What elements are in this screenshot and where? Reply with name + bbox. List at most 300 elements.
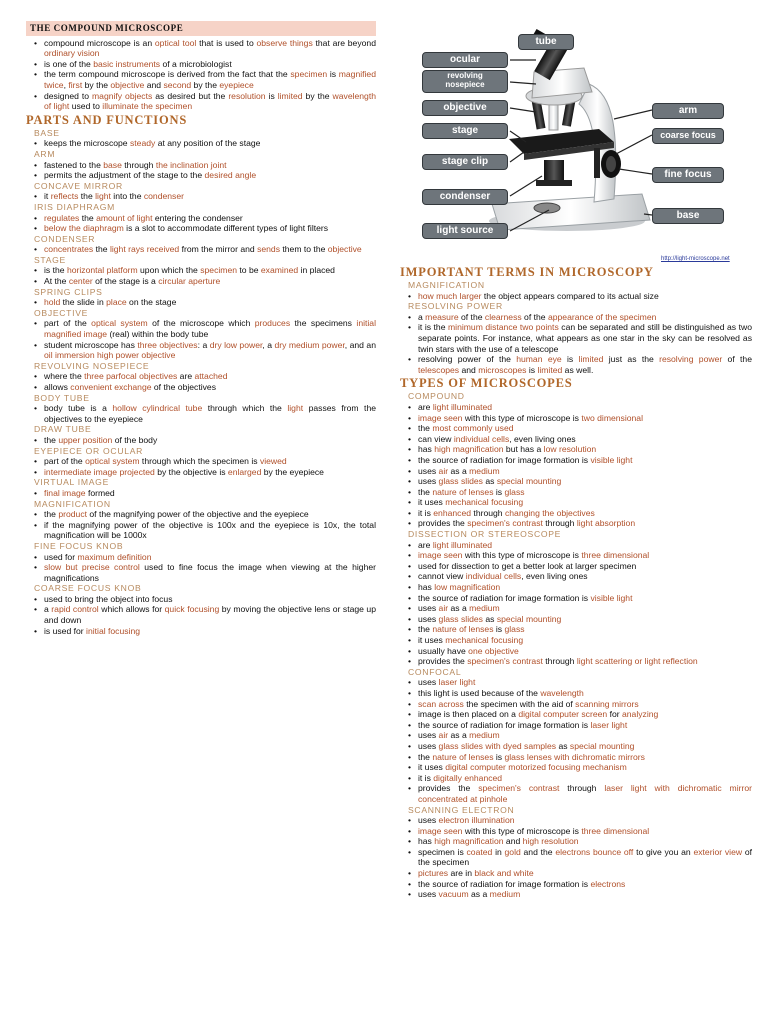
list-item [26, 626, 376, 637]
bullet-list [26, 435, 376, 446]
bullet-list [26, 138, 376, 149]
list-item [400, 593, 752, 604]
text-run: through which the [202, 403, 288, 414]
text-run: , [63, 79, 69, 90]
list-item [26, 594, 376, 605]
highlight-term: three dimensional [581, 825, 650, 836]
text-run: the object appears compared to its actual size [481, 290, 659, 301]
list-item [26, 509, 376, 520]
text-run: them to the [280, 244, 328, 255]
text-run: through [121, 159, 156, 170]
list-item [400, 889, 752, 900]
highlight-term: glass slides [438, 476, 483, 487]
subheading: CONDENSER [34, 233, 96, 244]
subheading: ARM [34, 148, 56, 159]
list-item [400, 434, 752, 445]
text-run: the source of radiation for image formation is [418, 878, 591, 889]
highlight-term: digitally enhanced [433, 772, 503, 783]
bullet-list [26, 371, 376, 392]
text-run: of the [722, 354, 752, 365]
highlight-term: electron illumination [438, 815, 515, 826]
label-objective: objective [422, 100, 508, 116]
subheading: REVOLVING NOSEPIECE [34, 360, 150, 371]
text-run: this light is used because of the [418, 687, 541, 698]
label-condenser: condenser [422, 189, 508, 205]
highlight-term: eyepiece [219, 79, 254, 90]
text-run: is the [44, 265, 67, 276]
highlight-term: slow but precise control [44, 562, 140, 573]
subheading: COARSE FOCUS KNOB [34, 583, 142, 594]
list-item [26, 382, 376, 393]
text-run: a [44, 604, 52, 615]
text-run: in [492, 846, 505, 857]
list-item [400, 423, 752, 434]
text-run: through [559, 783, 605, 794]
text-run: it is the [418, 322, 449, 333]
list-item [26, 91, 376, 112]
list-item [400, 646, 752, 657]
text-run: the specimens [290, 318, 357, 329]
highlight-term: special mounting [496, 476, 562, 487]
list-item [400, 550, 752, 561]
list-item [400, 730, 752, 741]
document-title: THE COMPOUND MICROSCOPE [26, 21, 376, 36]
bullet-list [26, 265, 376, 286]
highlight-term: special mounting [569, 740, 635, 751]
highlight-term: optical system [91, 318, 148, 329]
text-run: formed [85, 487, 115, 498]
text-run: compound microscope is an [44, 37, 155, 48]
highlight-term: examined [260, 265, 299, 276]
list-item [400, 540, 752, 551]
highlight-term: mechanical focusing [445, 497, 524, 508]
list-item [400, 815, 752, 826]
highlight-term: horizontal platform [66, 265, 138, 276]
highlight-term: enlarged [227, 466, 262, 477]
highlight-term: objective [327, 244, 362, 255]
text-run: the [44, 509, 59, 520]
highlight-term: laser light [438, 677, 476, 688]
highlight-term: image seen [418, 412, 463, 423]
bullet-list [26, 244, 376, 255]
bullet-list [26, 552, 376, 584]
list-item [400, 709, 752, 720]
subheading: FINE FOCUS KNOB [34, 540, 124, 551]
text-run: , even living ones [521, 571, 588, 582]
list-item [26, 520, 376, 541]
bullet-list [400, 291, 752, 302]
list-item [26, 276, 376, 287]
text-run: of the [458, 311, 485, 322]
text-run: the [418, 751, 433, 762]
highlight-term: specimen [290, 69, 328, 80]
subheading: EYEPIECE OR OCULAR [34, 445, 144, 456]
text-run: used for [44, 551, 78, 562]
text-run: has [418, 836, 435, 847]
text-run: for [607, 709, 622, 720]
highlight-term: three parfocal objectives [84, 371, 178, 382]
highlight-term: glass slides with dyed samples [438, 740, 557, 751]
text-run: is one of the [44, 58, 94, 69]
list-item [400, 466, 752, 477]
label-fine-focus: fine focus [652, 167, 724, 183]
bullet-list [26, 509, 376, 541]
text-run: as [482, 613, 497, 624]
list-item [26, 265, 376, 276]
text-run: : a [197, 339, 210, 350]
highlight-term: below the diaphragm [44, 223, 124, 234]
subheading: BASE [34, 127, 60, 138]
highlight-term: amount of light [96, 212, 153, 223]
list-item [400, 635, 752, 646]
highlight-term: convenient exchange [70, 382, 152, 392]
list-item [26, 223, 376, 234]
list-item [400, 476, 752, 487]
list-item [400, 656, 752, 667]
text-run: has [418, 444, 435, 455]
highlight-term: steady [129, 138, 156, 149]
list-item [26, 488, 376, 499]
text-run: as a [448, 730, 470, 741]
text-run: by the objective is [154, 466, 228, 477]
label-revolving-nosepiece: revolving nosepiece [422, 70, 508, 93]
list-item [400, 455, 752, 466]
highlight-term: light illuminated [432, 539, 493, 550]
highlight-term: appearance of the specimen [547, 311, 657, 322]
highlight-term: specimen's contrast [467, 518, 543, 529]
text-run: at any position of the stage [155, 138, 261, 149]
subheading: RESOLVING POWER [408, 301, 503, 312]
text-run: as a [448, 465, 470, 476]
highlight-term: scanning mirrors [575, 698, 639, 709]
section-heading: TYPES OF MICROSCOPES [400, 376, 573, 391]
list-item [26, 340, 376, 361]
list-item [26, 138, 376, 149]
highlight-term: minimum distance two points [448, 322, 559, 333]
left-column [26, 21, 376, 636]
highlight-term: final image [44, 487, 86, 498]
text-run: it [44, 191, 51, 202]
list-item [26, 69, 376, 90]
highlight-term: light rays received [109, 244, 180, 255]
highlight-term: medium [489, 889, 521, 900]
highlight-term: low magnification [434, 582, 501, 593]
subheading: CONCAVE MIRROR [34, 180, 123, 191]
list-item [400, 402, 752, 413]
subheading: COMPOUND [408, 391, 465, 402]
bullet-list [26, 318, 376, 360]
highlight-term: how much larger [418, 290, 482, 301]
text-run: can be separated and still be distinguished as two separate points. For instance, what appears as one star in the sky can be resolved as twin stars with the use of a telescope [418, 322, 752, 354]
bullet-list [26, 594, 376, 636]
highlight-term: base [103, 159, 122, 170]
highlight-term: hollow cylindrical tube [112, 403, 203, 414]
highlight-term: nature of lenses [432, 751, 494, 762]
text-run: by moving the objective lens or stage up and down [44, 604, 376, 626]
highlight-term: visible light [590, 592, 633, 603]
text-run: uses [418, 677, 439, 688]
text-run: as a [448, 603, 470, 614]
text-run: provides the [418, 783, 479, 794]
highlight-term: light illuminated [432, 401, 493, 412]
highlight-term: human eye [516, 354, 562, 365]
text-run: the specimen with the aid of [463, 698, 576, 709]
text-run: of the objectives [151, 382, 217, 392]
bullet-list [400, 540, 752, 667]
image-credit-link[interactable]: http://light-microscope.net [661, 256, 730, 262]
highlight-term: most commonly used [432, 423, 514, 434]
text-run: the term compound microscope is derived from the fact that the [44, 69, 291, 80]
text-run: the [418, 423, 433, 434]
subheading: SCANNING ELECTRON [408, 804, 515, 815]
text-run: just as the [603, 354, 660, 365]
text-run: through [542, 656, 577, 667]
highlight-term: resolving power [659, 354, 723, 365]
text-run: passes from the objectives to the eyepiece [44, 403, 376, 424]
highlight-term: high magnification [434, 444, 504, 455]
highlight-term: glass lenses with dichromatic mirrors [504, 751, 645, 762]
text-run: is [493, 486, 505, 497]
highlight-term: magnified twice [44, 69, 376, 90]
highlight-term: analyzing [622, 709, 659, 720]
list-item [26, 467, 376, 478]
text-run: of the microscope which [147, 318, 255, 329]
subheading: SPRING CLIPS [34, 286, 103, 297]
text-run: the [418, 486, 433, 497]
text-run: provides the [418, 656, 468, 667]
subheading: MAGNIFICATION [408, 280, 485, 290]
bullet-list [26, 160, 376, 181]
label-tube: tube [518, 34, 574, 50]
highlight-term: two dimensional [581, 412, 643, 423]
text-run: of the body [112, 434, 158, 445]
subheading: STAGE [34, 254, 66, 265]
text-run: are [177, 371, 195, 382]
text-run: student microscope has [44, 339, 138, 350]
text-run: as [482, 476, 497, 487]
text-run: is [265, 90, 278, 101]
list-item [400, 826, 752, 837]
list-item [400, 444, 752, 455]
list-item [400, 561, 752, 572]
text-run: through [542, 518, 577, 529]
highlight-term: vacuum [438, 889, 469, 900]
text-run: uses [418, 603, 439, 614]
text-run: that are beyond [312, 37, 376, 48]
text-run: of the magnifying power of the objective and the eyepiece [87, 509, 309, 520]
text-run: are in [448, 868, 475, 879]
subheading: MAGNIFICATION [34, 498, 111, 509]
highlight-term: concentrates [44, 244, 94, 255]
highlight-term: product [58, 509, 88, 520]
list-item [400, 868, 752, 879]
list-item [400, 688, 752, 699]
bullet-list [26, 213, 376, 234]
highlight-term: laser light with dichromatic mirror concentrated at pinhole [418, 783, 752, 804]
text-run: is a slot to accommodate different types of light filters [123, 223, 329, 234]
list-item [26, 456, 376, 467]
highlight-term: quick focusing [164, 604, 220, 615]
label-base: base [652, 208, 724, 224]
bullet-list [26, 488, 376, 499]
highlight-term: illuminate the specimen [102, 101, 193, 112]
text-run: uses [418, 613, 439, 624]
text-run: through which the specimen is [139, 456, 260, 467]
text-run: uses [418, 740, 439, 751]
list-item [400, 603, 752, 614]
highlight-term: rapid control [51, 604, 99, 615]
text-run: (real) within the body tube [107, 329, 209, 340]
text-run: with this type of microscope is [462, 550, 582, 561]
list-item [26, 297, 376, 308]
text-run: has [418, 582, 435, 593]
bullet-list [400, 402, 752, 529]
highlight-term: desired angle [204, 170, 257, 181]
highlight-term: initial focusing [86, 625, 141, 636]
text-run: is [561, 354, 579, 365]
highlight-term: circular aperture [158, 276, 221, 287]
list-item [26, 435, 376, 446]
text-run: by the [82, 79, 111, 90]
highlight-term: upper position [58, 434, 113, 445]
list-item [400, 624, 752, 635]
label-coarse-focus: coarse focus [652, 128, 724, 144]
list-item [400, 847, 752, 868]
text-run: from the mirror and [179, 244, 258, 255]
text-run: in placed [298, 265, 335, 276]
right-column [400, 264, 752, 900]
highlight-term: visible light [590, 454, 633, 465]
text-run: keeps the microscope [44, 138, 130, 149]
highlight-term: produces [254, 318, 291, 329]
highlight-term: wavelength of light [44, 90, 377, 112]
text-run: designed to [44, 90, 92, 101]
highlight-term: glass [504, 486, 525, 497]
highlight-term: electrons [590, 878, 626, 889]
highlight-term: maximum definition [77, 551, 152, 562]
list-item [400, 487, 752, 498]
list-item [400, 614, 752, 625]
list-item [400, 677, 752, 688]
highlight-term: air [438, 603, 449, 614]
subheading: DRAW TUBE [34, 424, 92, 435]
highlight-term: electrons bounce off [555, 846, 634, 857]
text-run: and [144, 79, 164, 90]
text-run: uses [418, 889, 439, 900]
highlight-term: digital computer screen [518, 709, 608, 720]
highlight-term: image seen [418, 825, 463, 836]
text-run: by the [191, 79, 220, 90]
highlight-term: air [438, 465, 449, 476]
list-item [400, 773, 752, 784]
list-item [400, 699, 752, 710]
text-run: and the [520, 846, 556, 857]
list-item [400, 582, 752, 593]
highlight-term: telescopes [418, 364, 460, 375]
list-item [26, 38, 376, 59]
text-run: are [418, 401, 433, 412]
highlight-term: measure [425, 311, 459, 322]
highlight-term: place [106, 297, 127, 308]
highlight-term: special mounting [496, 613, 562, 624]
text-run: the [418, 624, 433, 635]
subheading: OBJECTIVE [34, 307, 89, 318]
bullet-list [400, 312, 752, 376]
highlight-term: limited [277, 90, 303, 101]
text-run: , even living ones [509, 433, 576, 444]
highlight-term: high magnification [434, 836, 504, 847]
text-run: of the specimen [418, 846, 752, 868]
text-run: uses [418, 465, 439, 476]
text-run: and [503, 836, 523, 847]
highlight-term: air [438, 730, 449, 741]
highlight-term: first [68, 79, 83, 90]
highlight-term: glass slides [438, 613, 483, 624]
highlight-term: pictures [418, 868, 449, 879]
section-heading: IMPORTANT TERMS IN MICROSCOPY [400, 265, 654, 279]
list-item [400, 518, 752, 529]
label-stage-clip: stage clip [422, 154, 508, 170]
highlight-term: medium [469, 730, 500, 741]
text-run: by the [302, 90, 333, 101]
list-item [400, 741, 752, 752]
text-run: a [418, 311, 426, 322]
highlight-term: scan across [418, 698, 464, 709]
highlight-term: microscopes [478, 364, 527, 375]
text-run: are [418, 539, 433, 550]
text-run: body tube is a [44, 403, 113, 414]
text-run: usually have [418, 645, 469, 656]
text-run: used for dissection to get a better look at larger specimen [418, 560, 637, 571]
text-run: and [459, 364, 479, 375]
text-run: as desired but the [152, 90, 229, 101]
list-item [400, 354, 752, 375]
list-item [400, 291, 752, 302]
text-run: it uses [418, 497, 446, 508]
text-run: where the [44, 371, 85, 382]
highlight-term: medium [469, 603, 500, 614]
text-run: is [493, 624, 505, 635]
text-run: used to fine focus the image when viewing at the higher magnifications [44, 562, 376, 583]
label-arm: arm [652, 103, 724, 119]
text-run: the [93, 244, 110, 255]
text-run: the source of radiation for image formation is [418, 592, 591, 603]
highlight-term: intermediate image projected [44, 466, 155, 477]
highlight-term: medium [469, 465, 500, 476]
bullet-list [26, 38, 376, 112]
highlight-term: wavelength [540, 687, 584, 698]
text-run: of the [521, 311, 548, 322]
label-stage: stage [422, 123, 508, 139]
highlight-term: one objective [468, 645, 519, 656]
text-run: fastened to the [44, 159, 104, 170]
text-run: permits the adjustment of the stage to the [44, 170, 205, 181]
bullet-list [26, 403, 376, 424]
text-run: At the [44, 276, 69, 287]
microscope-diagram [414, 24, 758, 264]
text-run: into the [110, 191, 144, 202]
text-run: through [471, 507, 505, 518]
highlight-term: second [163, 79, 192, 90]
highlight-term: digital computer motorized focusing mechanism [445, 762, 627, 773]
highlight-term: magnify objects [92, 90, 153, 101]
highlight-term: specimen's contrast [467, 656, 543, 667]
highlight-term: optical system [85, 456, 140, 467]
text-run: it is [418, 772, 434, 783]
text-run: with this type of microscope is [462, 412, 582, 423]
list-item [400, 571, 752, 582]
highlight-term: basic instruments [93, 58, 161, 69]
